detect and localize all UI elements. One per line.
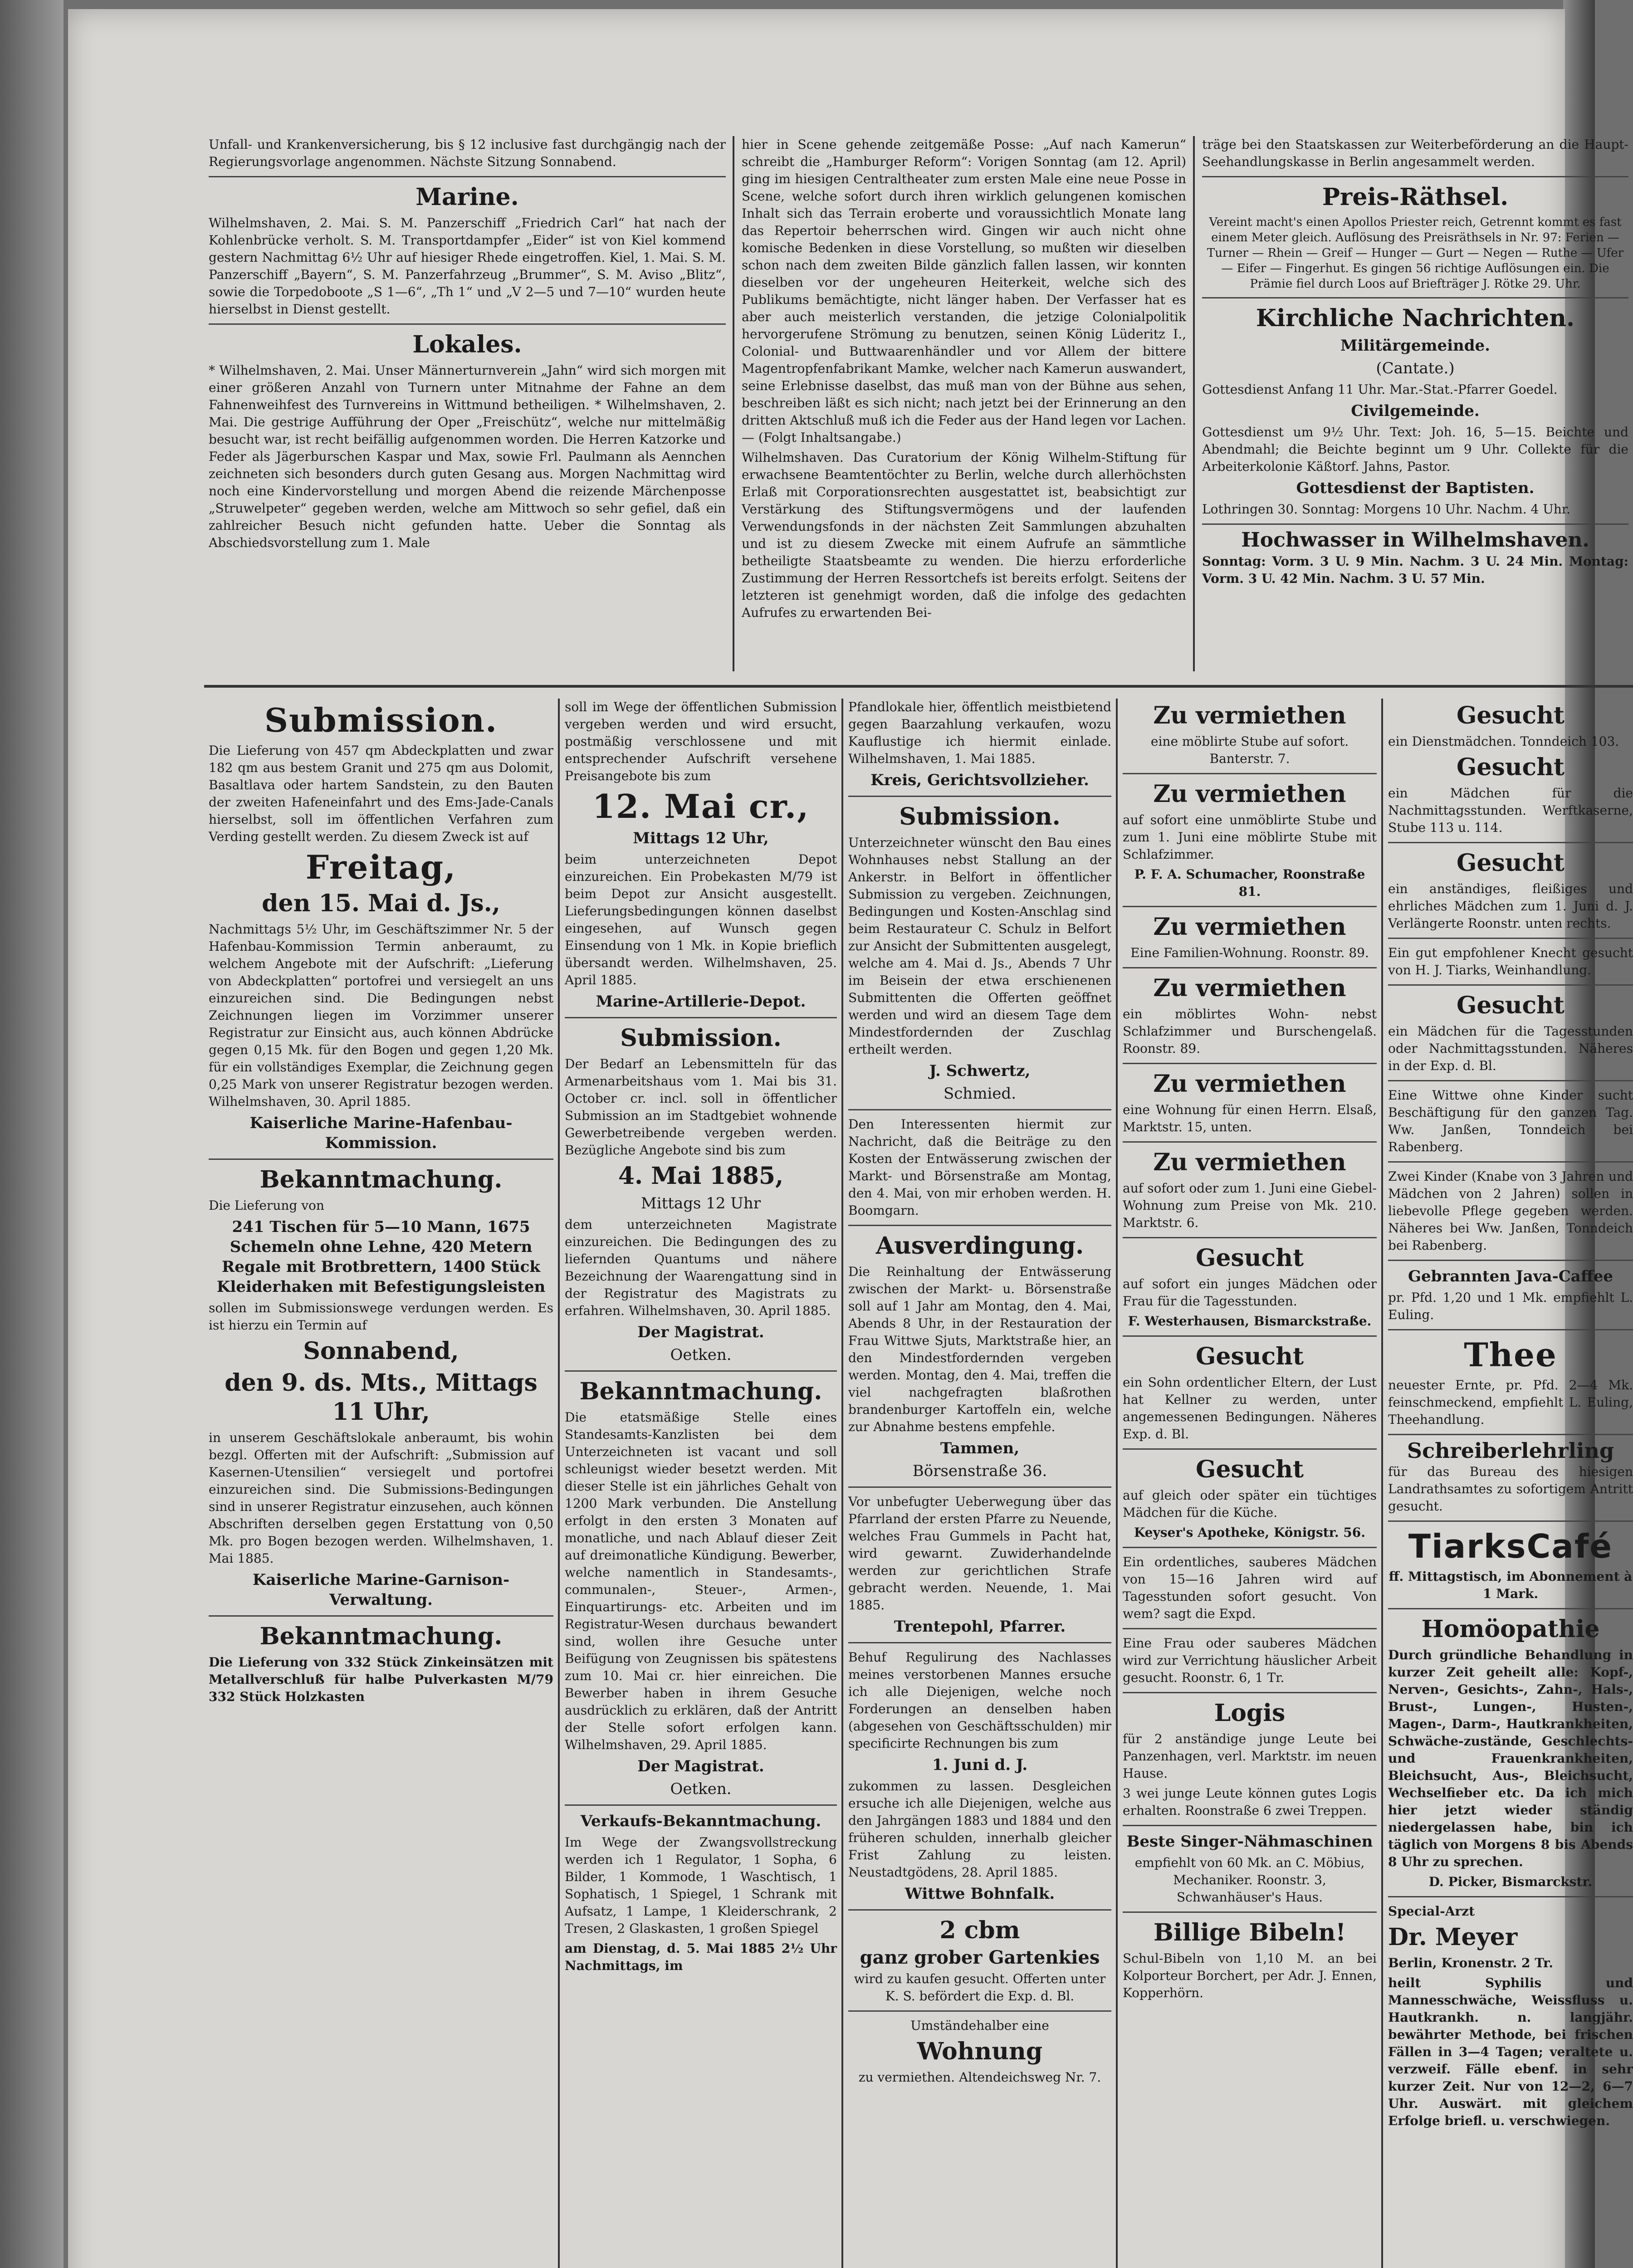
ad-signature: Kaiserliche Marine-Hafenbau-Kommission. <box>249 1114 513 1152</box>
ad-text: Den Interessenten hiermit zur Nachricht, daß die Beiträge zu den Kosten der Entwässerung zwischen der Markt- und Börsenstraße am Montag, den 4. Mai, von mir erhoben werden. H. Boomgarn. <box>848 1117 1111 1218</box>
divider <box>1388 1080 1633 1081</box>
ad-date: den 9. ds. Mts., Mittags 11 Uhr, <box>225 1369 538 1426</box>
ad-title-vermiethen: Zu vermiethen <box>1153 780 1346 808</box>
divider <box>1123 906 1377 907</box>
kirch-text-civil: Gottesdienst um 9½ Uhr. Text: Joh. 16, 5—15. Beichte und Abendmahl; die Beichte beginnt um 9 Uhr. Collekte für die Arbeiterkolonie Käßtorf. Jahns, Pastor. <box>1202 425 1628 474</box>
ad-text: Nachmittags 5½ Uhr, im Geschäftszimmer Nr. 5 der Hafenbau-Kommission Termin anberaumt, zu welchem Angebote mit der Aufschrift: „Lieferung von Abdeckplatten“ portofrei und versiegelt an uns einzureichen sind. Die Bedingungen nebst Zeichnungen liegen im Vorzimmer unserer Registratur zur Einsicht aus, auch können Abdrücke gegen 0,15 Mk. für den Bogen und gegen 1,20 Mk. für ein vollständiges Exemplar, die Zeichnung gegen 0,25 Mark von unserer Registratur bezogen werden. Wilhelmshaven, 30. April 1885. <box>209 922 553 1109</box>
ad-signature: Börsenstraße 36. <box>912 1462 1047 1480</box>
ad-text: Die Lieferung von <box>209 1198 324 1213</box>
section-title-kirchliche: Kirchliche Nachrichten. <box>1256 304 1575 332</box>
ad-text: ein Mädchen für die Tagesstunden oder Nachmittagsstunden. Näheres in der Exp. d. Bl. <box>1388 1024 1633 1073</box>
divider <box>1388 1608 1633 1609</box>
divider <box>848 1642 1111 1643</box>
ad-text: Ein ordentliches, sauberes Mädchen von 15—16 Jahren wird auf Tagesstunden sofort gesucht. Von wem? sagt die Expd. <box>1123 1554 1377 1621</box>
ad-title-bekanntmachung: Bekanntmachung. <box>579 1378 822 1405</box>
ad-text: pr. Pfd. 1,20 und 1 Mk. empfiehlt L. Euling. <box>1388 1290 1633 1322</box>
ad-title-bekanntmachung: Bekanntmachung. <box>259 1623 503 1650</box>
ad-text: Eine Frau oder sauberes Mädchen wird zur Verrichtung häuslicher Arbeit gesucht. Roonstr. 6, 1 Tr. <box>1123 1636 1377 1685</box>
top-column-2 <box>742 136 1186 671</box>
ad-text: eine möblirte Stube auf sofort. Banterstr. 7. <box>1150 734 1349 766</box>
ad-title-vermiethen: Zu vermiethen <box>1153 1149 1346 1176</box>
article-kamerun: hier in Scene gehende zeitgemäße Posse: „Auf nach Kamerun“ schreibt die „Hamburger Reform“: Vorigen Sonntag (am 12. April) ging im hiesigen Centraltheater zum ersten Male eine neue Posse in Scene, welche sofort durch ihren wirklich gelungenen komischen Inhalt sich das Terrain eroberte und voraussichtlich Monate lang das Repertoir beherrschen wird. Gingen wir auch nicht ohne komische Bedenken in diese Vorstellung, so mußten wir dieselben schon nach dem zweiten Bilde gänzlich fallen lassen, wir konnten dieselben vor der ungeheuren Heiterkeit, welche sich des Publikums bemächtigte, nicht länger haben. Der Verfasser hat es aber auch meisterlich verstanden, die jetzige Colonialpolitik hervorgerufene Strömung zu benutzen, seinen König Lüderitz I., Colonial- und Buttwaarenhändler und vor Allem der bittere Magentropfenfabrikant Mamke, welcher nach Kamerun auswandert, seine Erlebnisse daselbst, das muß man von der Bühne aus sehen, beschreiben läßt es sich nicht; nach jetzt bei der Erinnerung an den dritten Aktschluß muß ich die Feder aus der Hand legen vor Lachen. — (Folgt Inhaltsangabe.) <box>742 137 1186 445</box>
ad-column-4 <box>1123 699 1377 2268</box>
ad-signature: P. F. A. Schumacher, Roonstraße 81. <box>1134 867 1365 899</box>
ad-signature: Wittwe Bohnfalk. <box>905 1885 1055 1903</box>
ad-text: empfiehlt von 60 Mk. an C. Möbius, Mechaniker. Roonstr. 3, Schwanhäuser's Haus. <box>1134 1855 1365 1905</box>
ad-text: Behuf Regulirung des Nachlasses meines verstorbenen Mannes ersuche ich alle Diejenigen, welche noch Forderungen an denselben haben (abgesehen von Geschäftsschulden) mir specificirte Rechnungen bis zum <box>848 1650 1111 1751</box>
ad-text: zu vermiethen. Altendeichsweg Nr. 7. <box>858 2070 1101 2085</box>
ad-text: in unserem Geschäftslokale anberaumt, bis wohin bezgl. Offerten mit der Aufschrift: „Submission auf Kasernen-Utensilien“ versiegelt und portofrei einzureichen sind. Die Submissions-Bedingungen sind in unserer Registratur einzusehen, auch können Abschriften derselben gegen Erstattung von 0,50 Mk. pro Bogen bezogen werden. Wilhelmshaven, 1. Mai 1885. <box>209 1430 553 1566</box>
ad-text: ein möblirtes Wohn- nebst Schlafzimmer und Burschengelaß. Roonstr. 89. <box>1123 1007 1377 1056</box>
ad-text: Pfandlokale hier, öffentlich meistbietend gegen Baarzahlung verkaufen, wozu Kauflustige ich hiermit einlade. Wilhelmshaven, 1. Mai 1885. <box>848 699 1111 766</box>
ad-text: Eine Wittwe ohne Kinder sucht Beschäftigung für den ganzen Tag. Ww. Janßen, Tonndeich bei Rabenberg. <box>1388 1088 1633 1154</box>
ad-title-ausverdingung: Ausverdingung. <box>875 1232 1084 1260</box>
divider <box>1123 1825 1377 1826</box>
ad-title-thee: Thee <box>1464 1335 1557 1374</box>
ad-title-java-caffee: Gebrannten Java-Caffee <box>1408 1267 1613 1286</box>
ad-text: Special-Arzt <box>1388 1904 1475 1919</box>
ad-text: zukommen zu lassen. Desgleichen ersuche ich alle Diejenigen, welche aus den Jahrgängen 1883 und 1884 und den früheren schulden, innerhalb gleicher Frist Zahlung zu leisten. Neustadtgödens, 28. April 1885. <box>848 1779 1111 1880</box>
ad-title-gesucht: Gesucht <box>1456 849 1565 877</box>
ad-text: eine Wohnung für einen Herrn. Elsaß, Marktstr. 15, unten. <box>1123 1102 1377 1134</box>
ad-items: 241 Tischen für 5—10 Mann, 1675 Schemeln ohne Lehne, 420 Metern Regale mit Brotbrettern, 1400 Stück Kleiderhaken mit Befestigungsleisten <box>216 1218 546 1296</box>
ad-text: Der Bedarf an Lebensmitteln für das Armenarbeitshaus vom 1. Mai bis 31. October cr. incl. soll in öffentlicher Submission an im Stadtgebiet wohnende Gewerbetreibende vergeben werden. Bezügliche Angebote sind bis zum <box>565 1056 837 1158</box>
section-title-marine: Marine. <box>416 183 519 211</box>
hochwasser-text: Sonntag: Vorm. 3 U. 9 Min. Nachm. 3 U. 24 Min. Montag: Vorm. 3 U. 42 Min. Nachm. 3 U. 57 Min. <box>1202 554 1628 586</box>
ad-text: neuester Ernte, pr. Pfd. 2—4 Mk. feinschmeckend, empfiehlt L. Euling, Theehandlung. <box>1388 1378 1633 1427</box>
ad-text: Eine Familien-Wohnung. Roonstr. 89. <box>1130 945 1369 960</box>
divider <box>848 1909 1111 1911</box>
column-rule <box>1193 136 1195 671</box>
ad-text: Die Reinhaltung der Entwässerung zwischen der Markt- u. Börsenstraße soll auf 1 Jahr am Montag, den 4. Mai, Abends 8 Uhr, in der Restauration der Frau Wittwe Sjuts, Marktstraße hier, an den Mindestfordernden vergeben werden. Montag, den 4. Mai, treffen die viel nachgefragten blaßrothen brandenburger Kartoffeln ein, welche zur Abnahme bestens empfehle. <box>848 1264 1111 1434</box>
ad-signature: Keyser's Apotheke, Königstr. 56. <box>1134 1525 1366 1540</box>
ad-title-kies: 2 cbm <box>939 1916 1020 1944</box>
kirch-text-baptisten: Lothringen 30. Sonntag: Morgens 10 Uhr. Nachm. 4 Uhr. <box>1202 502 1571 517</box>
ad-text: wird zu kaufen gesucht. Offerten unter K. S. befördert die Exp. d. Bl. <box>854 1971 1106 2004</box>
ad-text: Ein gut empfohlener Knecht gesucht von H. J. Tiarks, Weinhandlung. <box>1388 945 1633 978</box>
ad-text: Die Lieferung von 457 qm Abdeckplatten und zwar 182 qm aus bestem Granit und 275 qm aus Dolomit, Basaltlava oder hartem Sandstein, zu den Bauten der zweiten Hafeneinfahrt und des Ems-Jade-Canals hierselbst, soll im öffentlichen Verfahren zum Verding gestellt werden. Zu diesem Zweck ist auf <box>209 743 553 844</box>
ad-signature: Tammen, <box>940 1439 1020 1457</box>
ad-text: Zwei Kinder (Knabe von 3 Jahren und Mädchen von 2 Jahren) sollen in liebevolle Pflege gegeben werden. Näheres bei Ww. Janßen, Tonndeich bei Rabenberg. <box>1388 1169 1633 1253</box>
newspaper-page <box>68 9 1633 2268</box>
kirch-sub-civil: Civilgemeinde. <box>1351 402 1480 420</box>
ad-title-vermiethen: Zu vermiethen <box>1153 1070 1346 1098</box>
ad-text: ein Sohn ordentlicher Eltern, der Lust hat Kellner zu werden, unter angemessenen Bedingungen. Näheres Exp. d. Bl. <box>1123 1375 1377 1442</box>
ad-text: dem unterzeichneten Magistrate einzureichen. Die Bedingungen des zu liefernden Quantums und nähere Bezeichnung der Waarengattung sind in der Registratur des Magistrats zu erfahren. Wilhelmshaven, 30. April 1885. <box>565 1217 837 1318</box>
ad-text: ein anständiges, fleißiges und ehrliches Mädchen zum 1. Juni d. J. Verlängerte Roonstr. unten rechts. <box>1388 881 1633 931</box>
ad-column-2 <box>565 699 837 2268</box>
ad-title-gesucht: Gesucht <box>1456 992 1565 1019</box>
section-rule <box>204 685 1633 688</box>
ad-signature: J. Schwertz, <box>929 1062 1031 1080</box>
ad-text: sollen im Submissionswege verdungen werden. Es ist hierzu ein Termin auf <box>209 1300 553 1333</box>
ad-column-1 <box>209 699 553 2268</box>
ad-text: Berlin, Kronenstr. 2 Tr. <box>1388 1955 1553 1970</box>
ad-date: Mittags 12 Uhr, <box>633 829 769 847</box>
ad-title-gesucht: Gesucht <box>1456 702 1565 729</box>
ad-text: auf gleich oder später ein tüchtiges Mädchen für die Küche. <box>1123 1488 1377 1520</box>
ad-title-gesucht: Gesucht <box>1456 753 1565 781</box>
divider <box>209 176 726 177</box>
column-rule <box>1116 699 1118 2268</box>
section-title-preis-raethsel: Preis-Räthsel. <box>1322 183 1509 211</box>
top-column-3 <box>1202 136 1628 671</box>
divider <box>1388 984 1633 986</box>
ad-date: Freitag, <box>305 848 457 886</box>
section-title-lokales: Lokales. <box>412 331 522 358</box>
ad-title-gesucht: Gesucht <box>1195 1456 1304 1483</box>
ad-text: auf sofort eine unmöblirte Stube und zum 1. Juni eine möblirte Stube mit Schlafzimmer. <box>1123 812 1377 862</box>
divider <box>1388 842 1633 843</box>
ad-date: Sonnabend, <box>303 1337 459 1365</box>
ad-title-gesucht: Gesucht <box>1195 1244 1304 1272</box>
ad-signature: Trentepohl, Pfarrer. <box>894 1618 1066 1636</box>
divider <box>1123 1547 1377 1548</box>
ad-title-logis: Logis <box>1214 1699 1286 1727</box>
divider <box>848 1486 1111 1488</box>
divider <box>1388 1329 1633 1330</box>
section-title-hochwasser: Hochwasser in Wilhelmshaven. <box>1241 528 1589 552</box>
ad-signature: Marine-Artillerie-Depot. <box>596 992 806 1011</box>
ad-signature: Oetken. <box>670 1346 732 1364</box>
ad-text: Vor unbefugter Ueberwegung über das Pfarrland der ersten Pfarre zu Neuende, welches Frau Gummels in Pacht hat, wird gewarnt. Zuwiderhandelnde werden zur gerichtlichen Strafe gebracht werden. Neuende, 1. Mai 1885. <box>848 1494 1111 1613</box>
divider <box>1388 1896 1633 1897</box>
ad-title-submission: Submission. <box>620 1024 782 1052</box>
ad-column-3 <box>848 699 1111 2268</box>
ad-signature: Der Magistrat. <box>637 1323 764 1341</box>
divider <box>565 1017 837 1018</box>
ad-title-tiarks-cafe: TiarksCafé <box>1408 1527 1613 1565</box>
scan-edge-left <box>0 0 64 2268</box>
ad-title-bibeln: Billige Bibeln! <box>1153 1919 1346 1946</box>
divider <box>1123 1335 1377 1337</box>
ad-date: 1. Juni d. J. <box>932 1756 1028 1774</box>
ad-title-vermiethen: Zu vermiethen <box>1153 702 1346 729</box>
ad-title-submission: Submission. <box>899 803 1061 831</box>
column-rule <box>558 699 560 2268</box>
divider <box>565 1370 837 1372</box>
ad-signature: Schmied. <box>943 1085 1017 1103</box>
ad-signature: Kreis, Gerichtsvollzieher. <box>870 771 1089 789</box>
ad-date: 12. Mai cr., <box>592 787 810 826</box>
divider <box>1202 523 1628 525</box>
ad-text: auf sofort oder zum 1. Juni eine Giebel-Wohnung zum Preise von Mk. 210. Marktstr. 6. <box>1123 1181 1377 1230</box>
ad-text: für 2 anständige junge Leute bei Panzenhagen, verl. Marktstr. im neuen Hause. <box>1123 1731 1377 1781</box>
divider <box>209 323 726 325</box>
ad-signature: Oetken. <box>670 1780 732 1798</box>
divider <box>848 1225 1111 1226</box>
divider <box>1202 297 1628 298</box>
divider <box>848 1109 1111 1110</box>
column-rule <box>733 136 734 671</box>
divider <box>209 1615 553 1617</box>
divider <box>1388 1161 1633 1163</box>
lead-text-3: träge bei den Staatskassen zur Weiterbeförderung an die Haupt-Seehandlungskasse in Berlin angesammelt werden. <box>1202 137 1628 169</box>
ad-title-wohnung: Wohnung <box>917 2038 1043 2065</box>
ad-text: Die etatsmäßige Stelle eines Standesamts-Kanzlisten bei dem Unterzeichneten ist vacant und soll schleunigst wieder besetzt werden. Mit dieser Stelle ist ein jährliches Gehalt von 1200 Mark verbunden. Die Anstellung erfolgt in den ersten 3 Monaten auf monatliche, und nach Ablauf dieser Zeit auf dreimonatliche Kündigung. Bewerber, welche namentlich in Standesamts-, communalen-, Steuer-, Armen-, Einquartirungs- etc. Arbeiten und im Registratur-Wesen durchaus bewandert sind, wollen ihre Gesuche unter Beifügung von Zeugnissen bis spätestens zum 10. Mai cr. hier einreichen. Die Bewerber haben in ihrem Gesuche ausdrücklich zu erklären, daß der Antritt der Stelle sofort erfolgen kann. Wilhelmshaven, 29. April 1885. <box>565 1410 837 1752</box>
divider <box>1123 1063 1377 1064</box>
ad-title-vermiethen: Zu vermiethen <box>1153 974 1346 1002</box>
kirch-sub-militaer: Militärgemeinde. <box>1340 337 1490 355</box>
ad-text: Unterzeichneter wünscht den Bau eines Wohnhauses nebst Stallung an der Ankerstr. in Belfort in öffentlicher Submission zu vergeben. Zeichnungen, Bedingungen und Kosten-Anschlag sind beim Restaurateur C. Schulz in Belfort zur Ansicht der Submittenten ausgelegt, welche am 4. Mai d. Js., Abends 7 Uhr im Beisein der etwa erschienenen Submittenten die Offerten geöffnet werden und wird an diesem Tage dem Mindestfordernden der Zuschlag ertheilt werden. <box>848 835 1111 1057</box>
column-rule <box>841 699 843 2268</box>
ad-text: Durch gründliche Behandlung in kurzer Zeit geheilt alle: Kopf-, Nerven-, Gesichts-, Zahn-, Hals-, Brust-, Lungen-, Husten-, Magen-, Darm-, Hautkrankheiten, Schwäche-zustände, Geschlechts- und Frauenkrankheiten, Bleichsucht, Aus-, Bleichsucht, Wechselfieber etc. Da ich mich hier jetzt wieder ständig niedergelassen habe, bin ich täglich von Morgens 8 bis Abends 8 Uhr zu sprechen. <box>1388 1647 1633 1869</box>
ad-title-homoeopathie: Homöopathie <box>1421 1615 1600 1643</box>
ad-date: den 15. Mai d. Js., <box>262 890 500 917</box>
ad-title-dr-meyer: Dr. Meyer <box>1388 1923 1518 1951</box>
ad-signature: Kaiserliche Marine-Garnison-Verwaltung. <box>252 1571 510 1609</box>
ad-text: Schul-Bibeln von 1,10 M. an bei Kolporteur Borchert, per Adr. J. Ennen, Kopperhörn. <box>1123 1951 1377 2000</box>
divider <box>565 1804 837 1806</box>
divider <box>848 796 1111 797</box>
divider <box>1123 967 1377 968</box>
ad-signature: F. Westerhausen, Bismarckstraße. <box>1128 1314 1372 1329</box>
ad-text: Die Lieferung von 332 Stück Zinkeinsätzen mit Metallverschluß für halbe Pulverkasten M/79 332 Stück Holzkasten <box>209 1655 553 1704</box>
ad-text: soll im Wege der öffentlichen Submission vergeben werden und wird ersucht, postmäßig verschlossene und mit entsprechender Aufschrift versehene Preisangebote bis zum <box>565 699 837 783</box>
ad-title-singer: Beste Singer-Nähmaschinen <box>1126 1833 1373 1851</box>
lead-text: Unfall- und Krankenversicherung, bis § 12 inclusive fast durchgängig nach der Regierungsvorlage angenommen. Nächste Sitzung Sonnabend. <box>209 137 726 169</box>
ad-column-5 <box>1388 699 1633 2268</box>
lokales-text: * Wilhelmshaven, 2. Mai. Unser Männerturnverein „Jahn“ wird sich morgen mit einer größeren Anzahl von Turnern unter Mitnahme der Fahne an dem Fahnenweihfest des Turnvereins in Wittmund betheiligen. * Wilhelmshaven, 2. Mai. Die gestrige Aufführung der Oper „Freischütz“, welche nur mittelmäßig besucht war, ist recht beifällig aufgenommen worden. Die Herren Katzorke und Feder als Jägerburschen Kaspar und Max, sowie Frl. Paulmann als Aennchen zeichneten sich besonders durch guten Gesang aus. Morgen Nachmittag wird noch eine Kindervorstellung und morgen Abend die reizende Märchenposse „Struwelpeter“ gegeben werden, welche am Mittwoch so sehr gefiel, daß ein zahlreicher Besuch nicht gefunden hatte. Ueber die Sonntag als Abschiedsvorstellung zum 1. Male <box>209 363 726 550</box>
ad-text: Im Wege der Zwangsvollstreckung werden ich 1 Regulator, 1 Sopha, 6 Bilder, 1 Kommode, 1 Waschtisch, 1 Sophatisch, 1 Spiegel, 1 Schrank mit Aufsatz, 1 Lampe, 1 Kleiderschrank, 2 Tresen, 2 Glaskasten, 1 großen Spiegel <box>565 1835 837 1936</box>
ad-text: heilt Syphilis und Mannesschwäche, Weissfluss u. Hautkrankh. n. langjähr. bewährter Methode, bei frischen Fällen in 3—4 Tagen; veraltete u. verzweif. Fälle ebenf. in sehr kurzer Zeit. Nur von 12—2, 6—7 Uhr. Auswärt. mit gleichem Erfolge briefl. u. verschwiegen. <box>1388 1975 1633 2128</box>
divider <box>1123 1692 1377 1693</box>
ad-title-kies: ganz grober Gartenkies <box>860 1947 1100 1968</box>
divider <box>1388 1260 1633 1261</box>
divider <box>848 2010 1111 2012</box>
divider <box>1123 1911 1377 1913</box>
divider <box>1123 773 1377 774</box>
kirch-text-militaer: Gottesdienst Anfang 11 Uhr. Mar.-Stat.-Pfarrer Goedel. <box>1202 382 1558 397</box>
divider <box>1123 1628 1377 1629</box>
divider <box>1202 176 1628 177</box>
ad-text: 3 wei junge Leute können gutes Logis erhalten. Roonstraße 6 zwei Treppen. <box>1123 1786 1377 1818</box>
ad-text: am Dienstag, d. 5. Mai 1885 2½ Uhr Nachmittags, im <box>565 1941 837 1973</box>
divider <box>1388 1434 1633 1435</box>
preis-raethsel-text: Vereint macht's einen Apollos Priester reich, Getrennt kommt es fast einem Meter gleich. Auflösung des Preisräthsels in Nr. 97: Ferien — Turner — Rhein — Greif — Hunger — Gurt — Negen — Ruthe — Ufer — Eifer — Fingerhut. Es gingen 56 richtige Auflösungen ein. Die Prämie fiel durch Loos auf Briefträger J. Rötke 29. Uhr. <box>1207 215 1624 291</box>
ad-text: ein Mädchen für die Nachmittagsstunden. Werftkaserne, Stube 113 u. 114. <box>1388 786 1633 835</box>
ad-signature: Der Magistrat. <box>637 1757 764 1775</box>
kirch-sub-baptisten: Gottesdienst der Baptisten. <box>1296 479 1535 497</box>
ad-title-schreiberlehrling: Schreiberlehrling <box>1407 1438 1614 1463</box>
top-column-1 <box>209 136 726 671</box>
ad-text: für das Bureau des hiesigen Landrathsamtes zu sofortigem Antritt gesucht. <box>1388 1464 1633 1514</box>
ad-text: auf sofort ein junges Mädchen oder Frau für die Tagesstunden. <box>1123 1276 1377 1309</box>
article-stiftung: Wilhelmshaven. Das Curatorium der König Wilhelm-Stiftung für erwachsene Beamtentöchter zu Berlin, welche durch allerhöchsten Erlaß mit Corporationsrechten ausgestattet ist, beabsichtigt zur Verstärkung des Stiftungsvermögens und der laufenden Verwendungsfonds in der nächsten Zeit Sammlungen abzuhalten und ist zu diesem Zwecke mit einem Aufrufe an sämmtliche betheiligte Staatsbeamte zu wenden. Die hierzu erforderliche Zustimmung der Herren Ressortchefs ist bereits erfolgt. Seitens der letzteren ist genehmigt worden, daß die infolge des gedachten Aufrufes zu erwartenden Bei- <box>742 450 1186 620</box>
ad-date: Mittags 12 Uhr <box>640 1194 761 1212</box>
kirch-sub-cantate: (Cantate.) <box>1376 359 1455 377</box>
ad-date: 4. Mai 1885, <box>618 1162 784 1190</box>
ad-title-submission: Submission. <box>264 701 498 739</box>
ad-title-verkauf: Verkaufs-Bekanntmachung. <box>580 1812 821 1830</box>
ad-text: ff. Mittagstisch, im Abonnement à 1 Mark. <box>1389 1569 1633 1601</box>
column-rule <box>1381 699 1383 2268</box>
ad-text: beim unterzeichneten Depot einzureichen. Ein Probekasten M/79 ist beim Depot zur Ansicht ausgestellt. Lieferungsbedingungen können daselbst eingesehen, auf Wunsch gegen Einsendung von 1 Mk. in Kopie brieflich übersandt werden. Wilhelmshaven, 25. April 1885. <box>565 852 837 987</box>
divider <box>1388 1520 1633 1522</box>
ad-title-vermiethen: Zu vermiethen <box>1153 913 1346 941</box>
divider <box>1123 1237 1377 1238</box>
divider <box>209 1158 553 1160</box>
marine-text: Wilhelmshaven, 2. Mai. S. M. Panzerschiff „Friedrich Carl“ hat nach der Kohlenbrücke verholt. S. M. Transportdampfer „Eider“ ist von Kiel kommend gestern Nachmittag 6½ Uhr auf hiesiger Rhede eingetroffen. Kiel, 1. Mai. S. M. Panzerschiff „Bayern“, S. M. Panzerfahrzeug „Brummer“, S. M. Aviso „Blitz“, sowie die Torpedoboote „S 1—6“, „Th 1“ und „V 2—5 und 7—10“ wurden heute hierselbst in Dienst gestellt. <box>209 215 726 317</box>
divider <box>1388 938 1633 939</box>
ad-signature: D. Picker, Bismarckstr. <box>1428 1874 1593 1889</box>
ad-title-gesucht: Gesucht <box>1195 1343 1304 1370</box>
ad-text: ein Dienstmädchen. Tonndeich 103. <box>1388 734 1619 749</box>
ad-title-bekanntmachung: Bekanntmachung. <box>259 1166 503 1193</box>
divider <box>1123 1141 1377 1143</box>
divider <box>1123 1448 1377 1450</box>
ad-text: Umständehalber eine <box>910 2018 1049 2033</box>
